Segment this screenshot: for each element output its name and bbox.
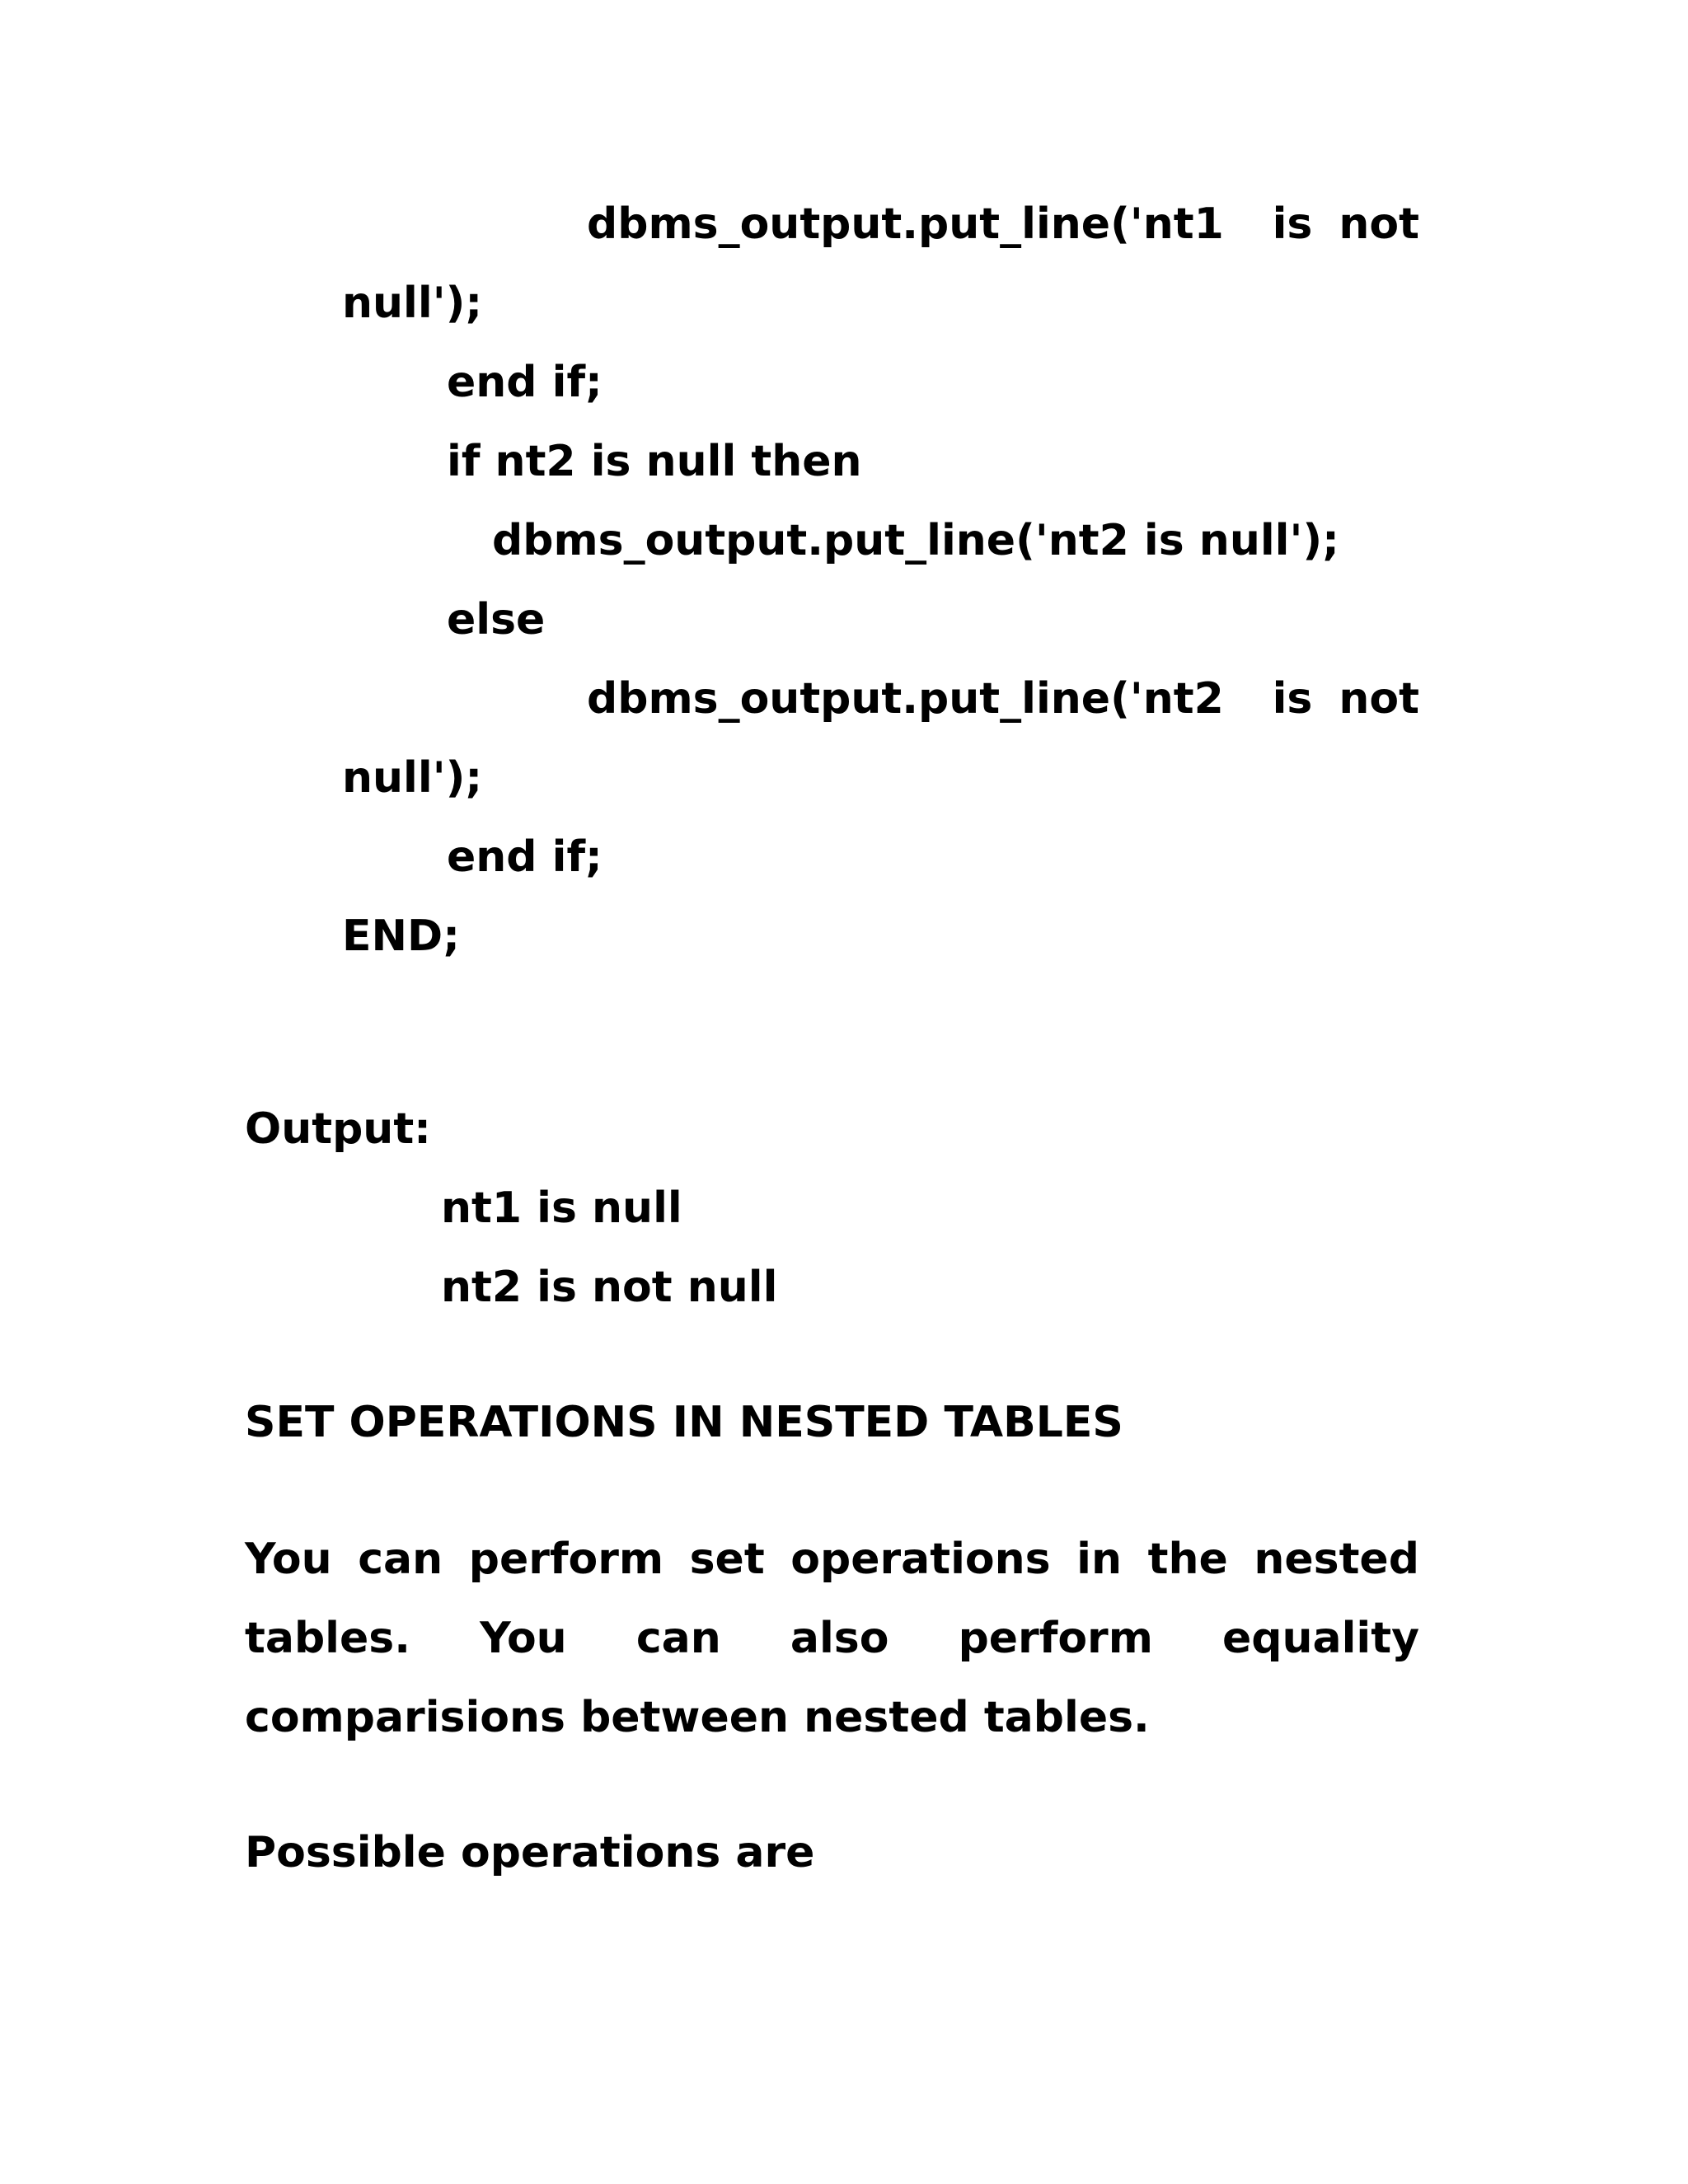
- paragraph-word: the: [1147, 1535, 1228, 1584]
- code-line-9: end if;: [447, 832, 603, 882]
- possible-operations-text: Possible operations are: [245, 1828, 815, 1877]
- paragraph-word: You: [245, 1535, 332, 1584]
- paragraph-line-2: [245, 1612, 1419, 1665]
- code-line-6: else: [447, 595, 546, 644]
- code-word: dbms_output.put_line('nt1: [587, 199, 1224, 249]
- code-line-4: if nt2 is null then: [447, 437, 862, 486]
- paragraph-word: equality: [1221, 1614, 1419, 1663]
- paragraph-line-1: [245, 1533, 1419, 1586]
- code-word: is: [1272, 199, 1313, 249]
- paragraph-word: in: [1076, 1535, 1123, 1584]
- paragraph-word: nested: [1254, 1535, 1419, 1584]
- paragraph-word: also: [790, 1614, 889, 1663]
- code-line-5: dbms_output.put_line('nt2 is null');: [492, 516, 1339, 565]
- paragraph-word: can: [635, 1614, 721, 1663]
- code-line-2: null');: [342, 279, 483, 328]
- paragraph-word: operations: [790, 1535, 1051, 1584]
- code-word: dbms_output.put_line('nt2: [587, 674, 1224, 724]
- output-label: Output:: [245, 1104, 431, 1154]
- paragraph-word: perform: [958, 1614, 1153, 1663]
- section-heading: SET OPERATIONS IN NESTED TABLES: [245, 1398, 1123, 1447]
- code-word: is: [1272, 674, 1313, 724]
- code-word: not: [1339, 199, 1419, 249]
- code-line-10: END;: [342, 912, 460, 961]
- code-line-7: [587, 673, 1419, 725]
- output-line-2: nt2 is not null: [441, 1263, 778, 1312]
- output-line-1: nt1 is null: [441, 1183, 682, 1233]
- paragraph-line-3: comparisions between nested tables.: [245, 1693, 1150, 1742]
- code-line-3: end if;: [447, 358, 603, 407]
- paragraph-word: tables.: [245, 1614, 410, 1663]
- paragraph-word: You: [480, 1614, 567, 1663]
- code-line-1: [587, 198, 1419, 251]
- code-word: not: [1339, 674, 1419, 724]
- paragraph-word: perform: [468, 1535, 664, 1584]
- code-line-8: null');: [342, 753, 483, 803]
- paragraph-word: can: [358, 1535, 443, 1584]
- paragraph-word: set: [689, 1535, 765, 1584]
